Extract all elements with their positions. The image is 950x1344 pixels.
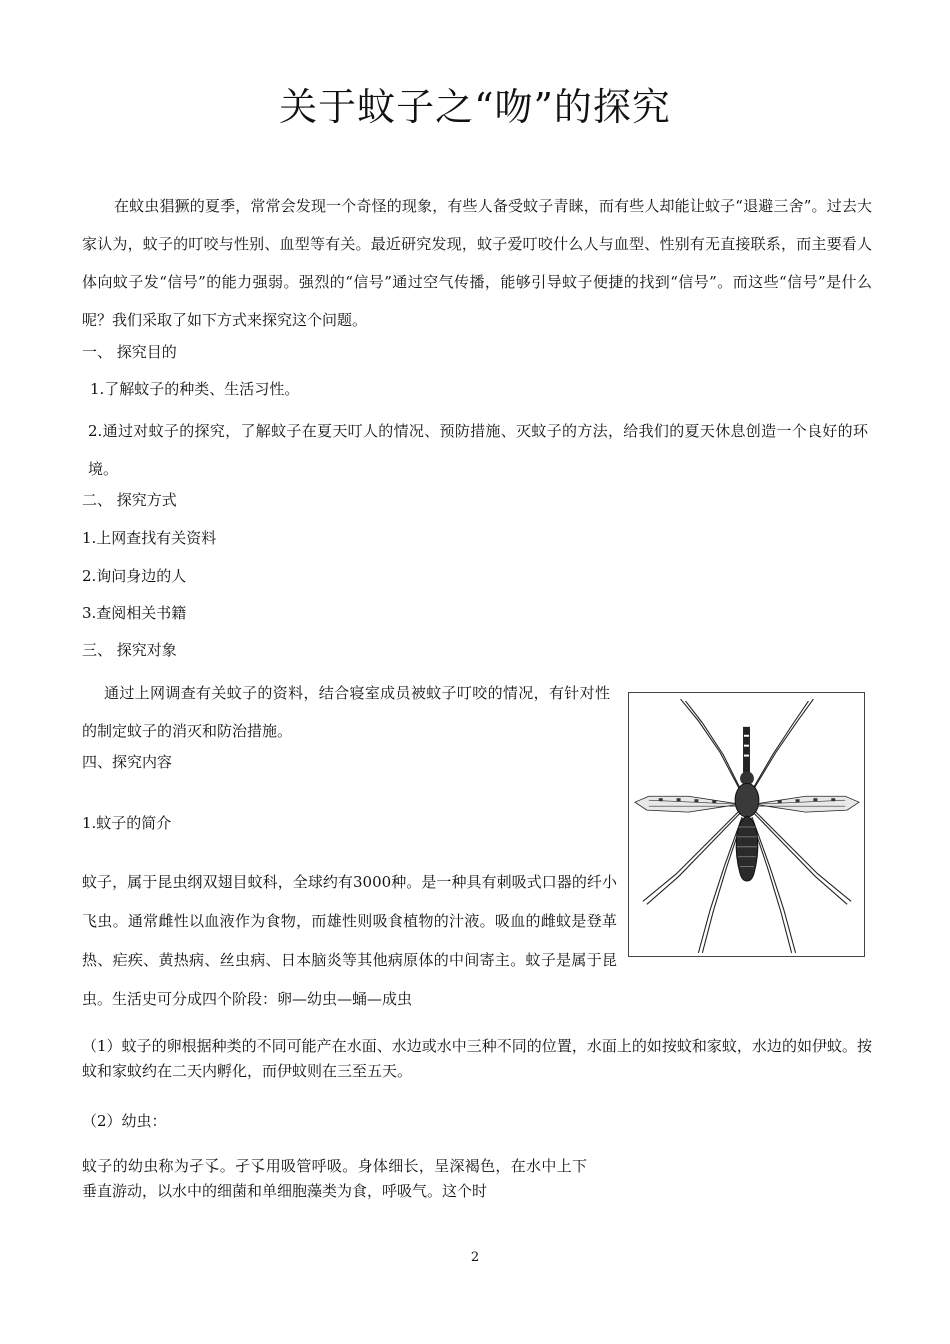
mosquito-figure (628, 692, 865, 957)
section-heading-purpose: 一、 探究目的 (82, 343, 177, 361)
egg-paragraph: （1）蚊子的卵根据种类的不同可能产在水面、水边或水中三种不同的位置，水面上的如按蚊和家蚊，水边的如伊蚊。按蚊和家蚊约在二天内孵化，而伊蚊则在三至五天。 (82, 1037, 872, 1080)
mosquito-intro-paragraph: 蚊子，属于昆虫纲双翅目蚊科，全球约有3000种。是一种具有刺吸式口器的纤小飞虫。通常雌性以血液作为食物，而雄性则吸食植物的汁液。吸血的雌蚊是登革热、疟疾、黄热病、丝虫病、日本脑炎等其他病原体的中间寄主。蚊子是属于昆虫。生活史可分成四个阶段：卵—幼虫—蛹—成虫 (82, 873, 617, 1008)
purpose-item-2: 2.通过对蚊子的探究，了解蚊子在夏天叮人的情况、预防措施、灭蚊子的方法，给我们的夏天休息创造一个良好的环境。 (88, 422, 868, 478)
page-title: 关于蚊子之“吻”的探究 (279, 85, 671, 129)
page-number: 2 (470, 1250, 480, 1265)
section-heading-content: 四、探究内容 (82, 753, 173, 771)
object-paragraph: 通过上网调查有关蚊子的资料，结合寝室成员被蚊子叮咬的情况，有针对性的制定蚊子的消灭和防治措施。 (82, 684, 610, 740)
method-item-1: 1.上网查找有关资料 (82, 529, 217, 547)
purpose-item-1: 1.了解蚊子的种类、生活习性。 (90, 380, 300, 398)
content-item-1: 1.蚊子的简介 (82, 814, 172, 832)
method-item-3: 3.查阅相关书籍 (82, 604, 187, 622)
mosquito-illustration-icon (629, 693, 864, 956)
method-item-2: 2.询问身边的人 (82, 567, 187, 585)
section-heading-object: 三、 探究对象 (82, 641, 177, 659)
larva-paragraph: 蚊子的幼虫称为孑孓。孑孓用吸管呼吸。身体细长，呈深褐色，在水中上下垂直游动，以水中的细菌和单细胞藻类为食，呼吸气。这个时 (82, 1157, 587, 1200)
larva-heading: （2）幼虫： (82, 1112, 167, 1130)
section-heading-method: 二、 探究方式 (82, 491, 177, 509)
intro-paragraph: 在蚊虫猖獗的夏季，常常会发现一个奇怪的现象，有些人备受蚊子青睐，而有些人却能让蚊子“退避三舍”。过去大家认为，蚊子的叮咬与性别、血型等有关。最近研究发现，蚊子爱叮咬什么人与血型、性别有无直接联系，而主要看人体向蚊子发“信号”的能力强弱。强烈的“信号”通过空气传播，能够引导蚊子便捷的找到“信号”。而这些“信号”是什么呢？我们采取了如下方式来探究这个问题。 (82, 197, 872, 329)
